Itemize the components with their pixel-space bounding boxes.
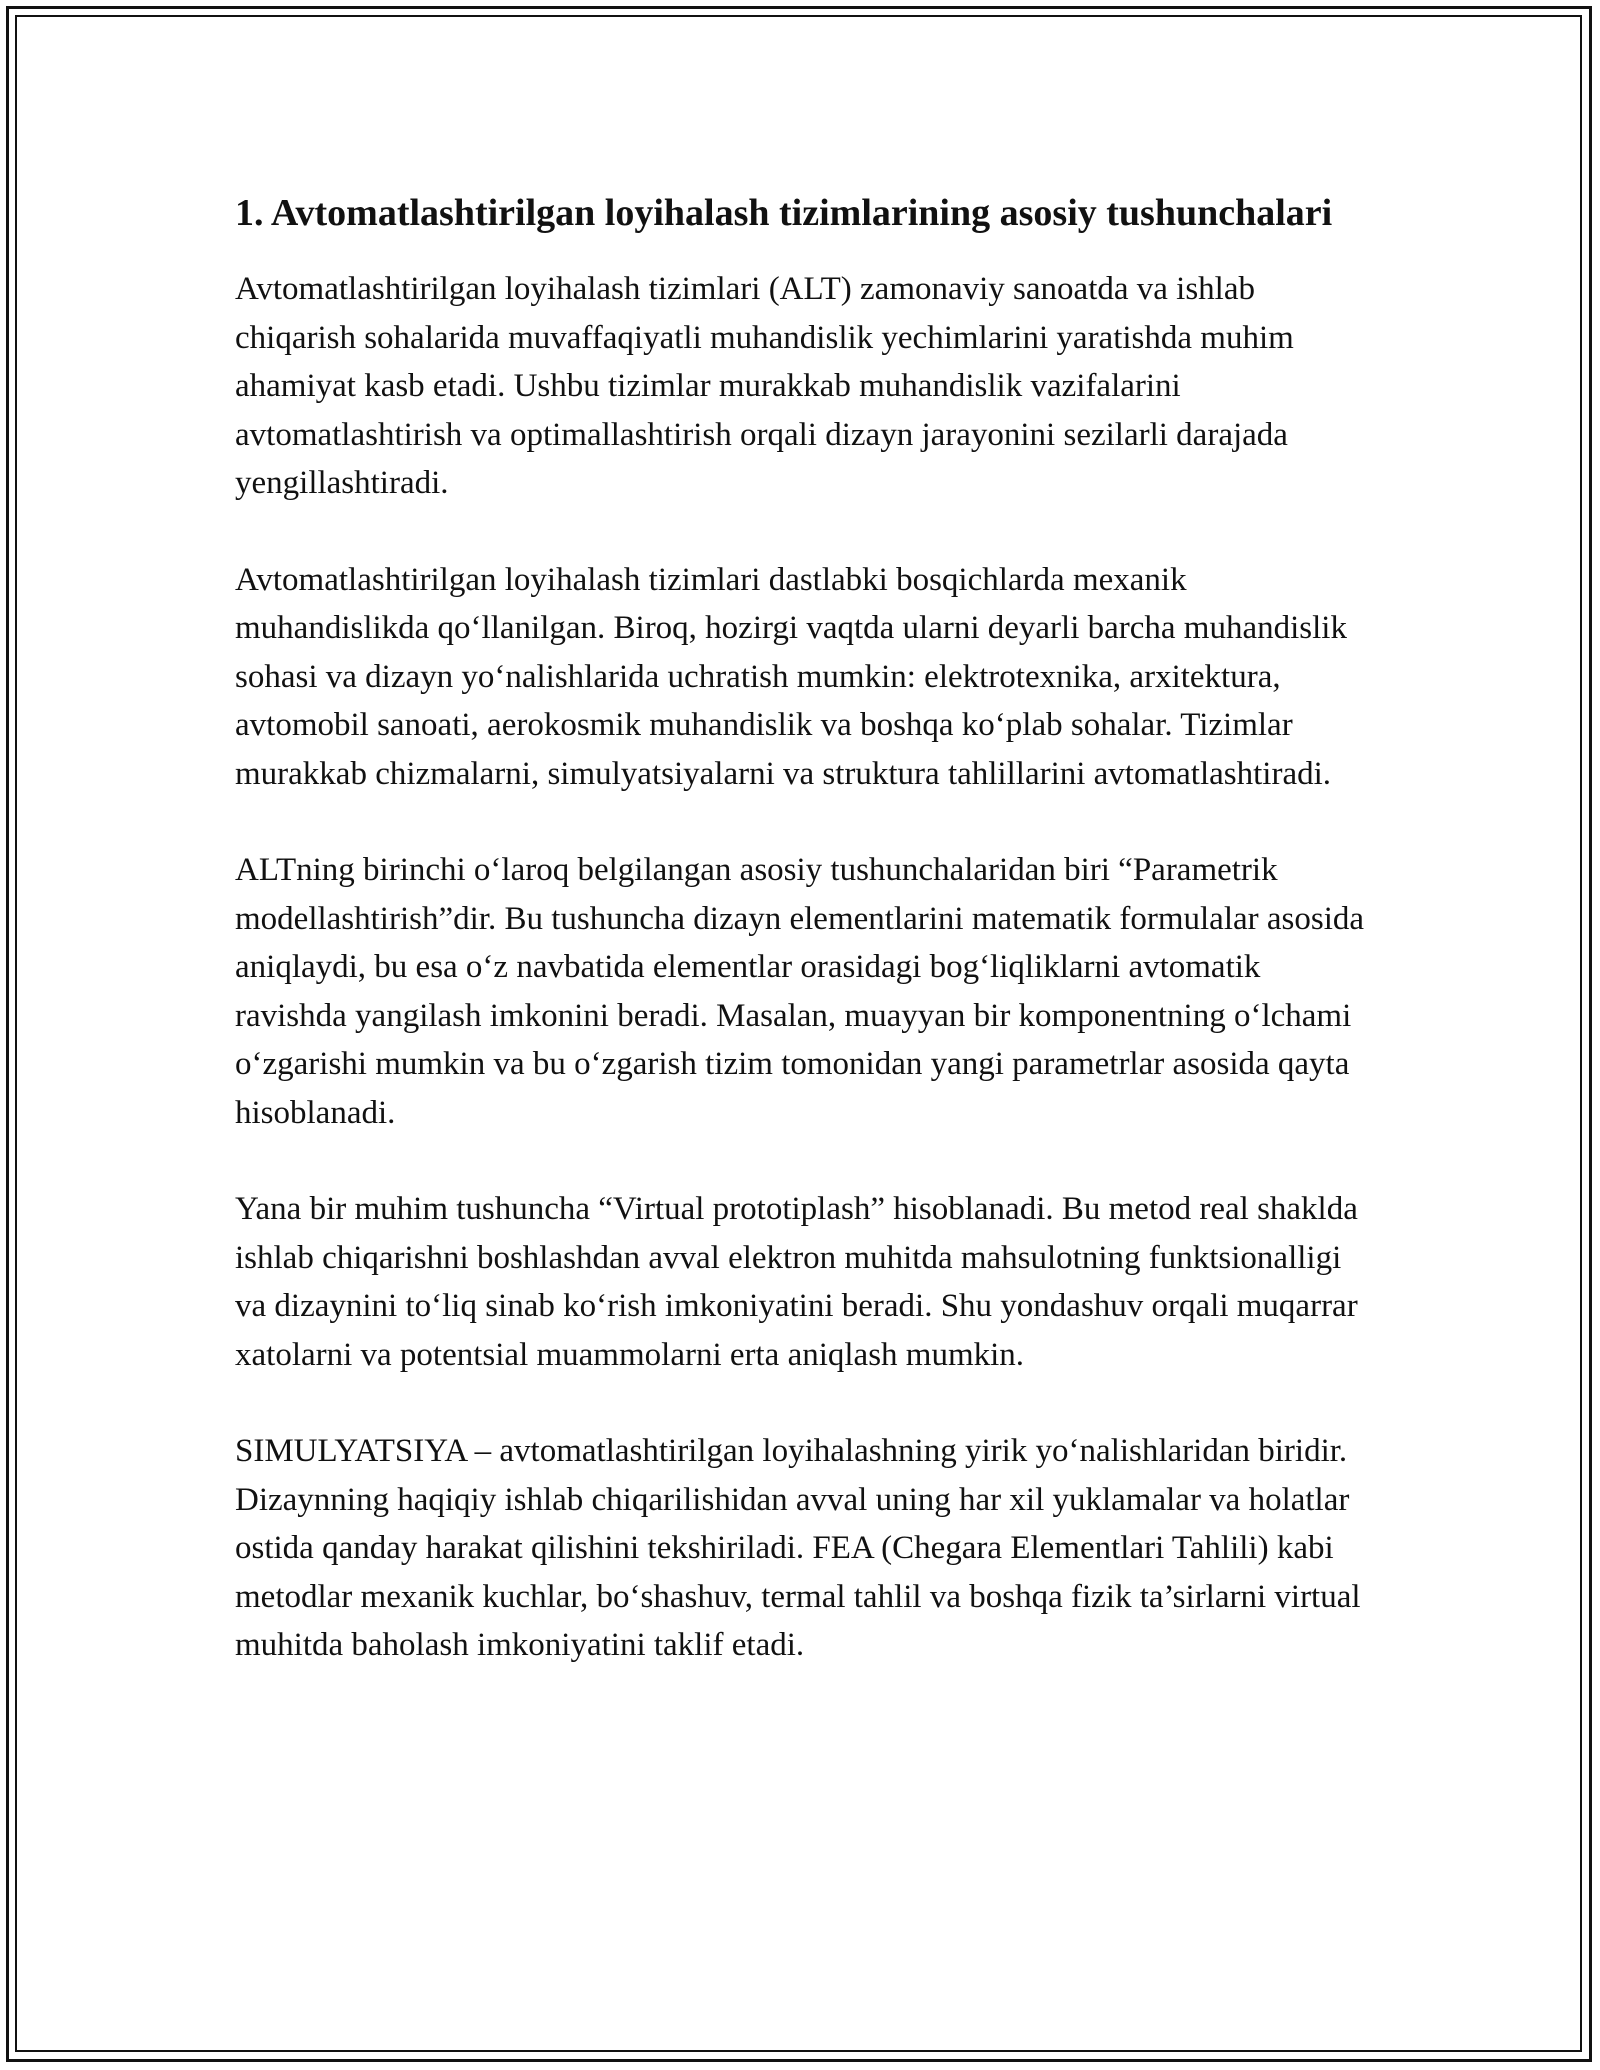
paragraph-virtual-prototyping: Yana bir muhim tushuncha “Virtual prototiplash” hisoblanadi. Bu metod real shaklda ishlab chiqarishni boshlashdan avval elektron muhitda mahsulotning funktsionalligi va dizaynini to‘liq sinab ko‘rish imkoniyatini beradi. Shu yondashuv orqali muqarrar xatolarni va potentsial muammolarni erta aniqlash mumkin.: [235, 1191, 1358, 1373]
paragraph-intro: Avtomatlashtirilgan loyihalash tizimlari (ALT) zamonaviy sanoatda va ishlab chiqarish sohalarida muvaffaqiyatli muhandislik yechimlarini yaratishda muhim ahamiyat kasb etadi. Ushbu tizimlar murakkab muhandislik vazifalarini avtomatlashtirish va optimallashtirish orqali dizayn jarayonini sezilarli darajada yengillashtiradi.: [235, 271, 1294, 501]
section-heading: 1. Avtomatlashtirilgan loyihalash tizimlarining asosiy tushunchalari: [235, 192, 1333, 234]
paragraph-simulation: SIMULYATSIYA – avtomatlashtirilgan loyihalashning yirik yo‘nalishlaridan biridir. Dizaynning haqiqiy ishlab chiqarilishidan avval uning har xil yuklamalar va holatlar ostida qanday harakat qilishini tekshiriladi. FEA (Chegara Elementlari Tahlili) kabi metodlar mexanik kuchlar, bo‘shashuv, termal tahlil va boshqa fizik ta’sirlarni virtual muhitda baholash imkoniyatini taklif etadi.: [235, 1433, 1361, 1663]
paragraph-parametric-modeling: ALTning birinchi o‘laroq belgilangan asosiy tushunchalaridan biri “Parametrik modellashtirish”dir. Bu tushuncha dizayn elementlarini matematik formulalar asosida aniqlaydi, bu esa o‘z navbatida elementlar orasidagi bog‘liqliklarni avtomatik ravishda yangilash imkonini beradi. Masalan, muayyan bir komponentning o‘lchami o‘zgarishi mumkin va bu o‘zgarish tizim tomonidan yangi parametrlar asosida qayta hisoblanadi.: [235, 852, 1365, 1131]
paragraph-applications: Avtomatlashtirilgan loyihalash tizimlari dastlabki bosqichlarda mexanik muhandislikda qo‘llanilgan. Biroq, hozirgi vaqtda ularni deyarli barcha muhandislik sohasi va dizayn yo‘nalishlarida uchratish mumkin: elektrotexnika, arxitektura, avtomobil sanoati, aerokosmik muhandislik va boshqa ko‘plab sohalar. Tizimlar murakkab chizmalarni, simulyatsiyalarni va struktura tahlillarini avtomatlashtiradi.: [235, 561, 1347, 792]
document-body: [235, 185, 1365, 1718]
